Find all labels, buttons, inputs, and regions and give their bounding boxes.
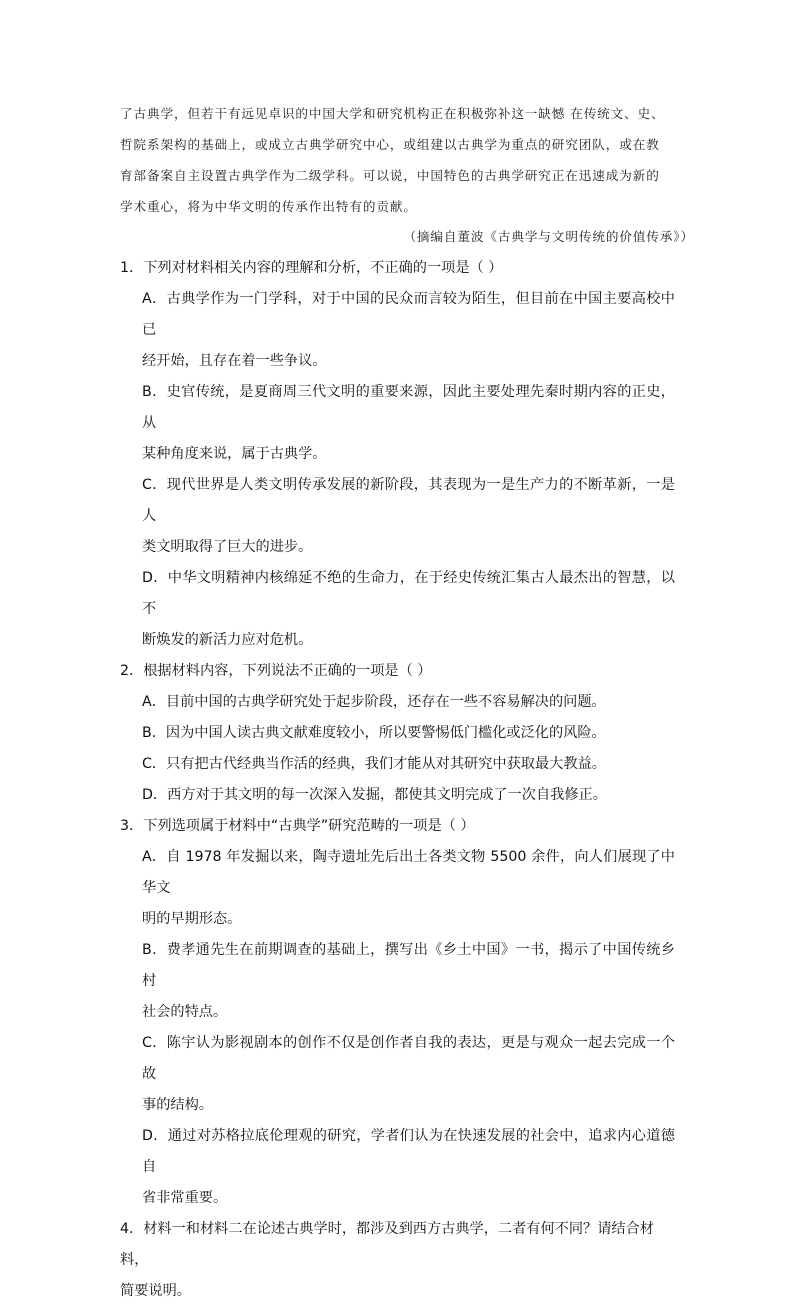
question-stem-line: 2．根据材料内容，下列说法不正确的一项是（ ） (120, 663, 432, 679)
question-4 (120, 1214, 675, 1307)
option-line: 类文明取得了巨大的进步。 (142, 539, 313, 555)
passage-line: 哲院系架构的基础上，或成立古典学研究中心，或组建以古典学为重点的研究团队，或在教 (120, 137, 660, 152)
option-b (142, 718, 675, 749)
question-1 (120, 253, 675, 656)
option-line: C．只有把古代经典当作活的经典，我们才能从对其研究中获取最大教益。 (142, 756, 606, 772)
option-b (142, 377, 675, 470)
option-line: B．因为中国人读古典文献难度较小，所以要警惕低门槛化或泛化的风险。 (142, 725, 606, 741)
question-stem (120, 811, 675, 842)
option-d (142, 1121, 675, 1214)
option-line: B．费孝通先生在前期调查的基础上，撰写出《乡土中国》一书，揭示了中国传统乡村 (142, 942, 675, 989)
option-d (142, 563, 675, 656)
passage-line: 学术重心，将为中华文明的传承作出特有的贡献。 (120, 199, 417, 214)
question-stem-line: 3．下列选项属于材料中“古典学”研究范畴的一项是（ ） (120, 818, 475, 834)
option-c (142, 470, 675, 563)
question-stem (120, 253, 675, 284)
question-stem (120, 656, 675, 687)
question-3 (120, 811, 675, 1214)
option-d (142, 780, 675, 811)
option-line: 经开始，且存在着一些争议。 (142, 353, 327, 369)
option-line: 社会的特点。 (142, 1004, 228, 1020)
option-line: A．目前中国的古典学研究处于起步阶段，还存在一些不容易解决的问题。 (142, 694, 606, 710)
option-line: 断焕发的新活力应对危机。 (142, 632, 313, 648)
passage-text (120, 98, 674, 222)
option-line: D．西方对于其文明的每一次深入发掘，都使其文明完成了一次自我修正。 (142, 787, 607, 803)
option-line: D．中华文明精神内核绵延不绝的生命力，在于经史传统汇集古人最杰出的智慧，以不 (142, 570, 675, 617)
option-line: A．自 1978 年发掘以来，陶寺遗址先后出土各类文物 5500 余件，向人们展现了中华文 (142, 849, 675, 896)
option-line: 明的早期形态。 (142, 911, 242, 927)
passage-source: （摘编自董波《古典学与文明传统的价值传承》） (403, 229, 694, 244)
passage-line: 育部备案自主设置古典学作为二级学科。可以说，中国特色的古典学研究正在迅速成为新的 (120, 168, 660, 183)
option-c (142, 749, 675, 780)
passage-line: 了古典学，但若干有远见卓识的中国大学和研究机构正在积极弥补这一缺憾 在传统文、史、 (120, 106, 665, 121)
option-line: A．古典学作为一门学科，对于中国的民众而言较为陌生，但目前在中国主要高校中已 (142, 291, 675, 338)
option-line: C．现代世界是人类文明传承发展的新阶段，其表现为一是生产力的不断革新，一是人 (142, 477, 675, 524)
question-stem-line: 4．材料一和材料二在论述古典学时，都涉及到西方古典学，二者有何不同？请结合材料， (120, 1221, 654, 1268)
question-stem (120, 1214, 675, 1307)
option-a (142, 687, 675, 718)
option-line: D．通过对苏格拉底伦理观的研究，学者们认为在快速发展的社会中，追求内心道德自 (142, 1128, 675, 1175)
option-a (142, 284, 675, 377)
option-a (142, 842, 675, 935)
option-line: B．史官传统，是夏商周三代文明的重要来源，因此主要处理先秦时期内容的正史，从 (142, 384, 675, 431)
question-stem-line: 简要说明。 (120, 1283, 191, 1299)
option-line: 某种角度来说，属于古典学。 (142, 446, 327, 462)
question-list (120, 253, 675, 1307)
option-line: C．陈宇认为影视剧本的创作不仅是创作者自我的表达，更是与观众一起去完成一个故 (142, 1035, 675, 1082)
question-stem-line: 1．下列对材料相关内容的理解和分析，不正确的一项是（ ） (120, 260, 503, 276)
option-line: 事的结构。 (142, 1097, 213, 1113)
question-2 (120, 656, 675, 811)
option-b (142, 935, 675, 1028)
option-c (142, 1028, 675, 1121)
option-line: 省非常重要。 (142, 1190, 228, 1206)
